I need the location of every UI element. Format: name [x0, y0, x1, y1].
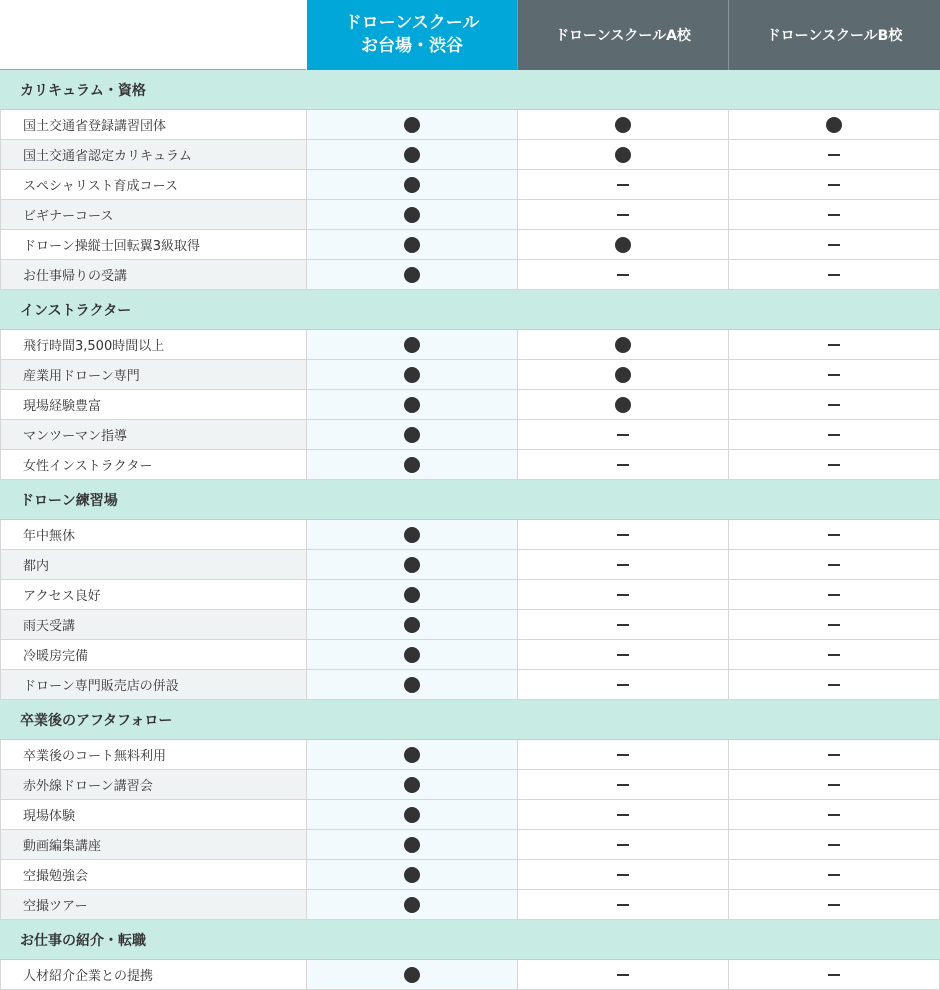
unavailable-dash-icon	[617, 904, 629, 906]
unavailable-dash-icon	[828, 784, 840, 786]
value-cell	[728, 670, 940, 699]
value-cell	[728, 830, 940, 859]
available-dot-icon	[404, 777, 420, 793]
available-dot-icon	[404, 557, 420, 573]
available-dot-icon	[404, 337, 420, 353]
table-row	[0, 360, 940, 390]
unavailable-dash-icon	[828, 214, 840, 216]
unavailable-dash-icon	[828, 464, 840, 466]
unavailable-dash-icon	[617, 214, 629, 216]
unavailable-dash-icon	[828, 974, 840, 976]
unavailable-dash-icon	[617, 684, 629, 686]
table-row	[0, 420, 940, 450]
unavailable-dash-icon	[617, 624, 629, 626]
table-row	[0, 170, 940, 200]
available-dot-icon	[404, 427, 420, 443]
value-cell	[728, 610, 940, 639]
unavailable-dash-icon	[617, 814, 629, 816]
value-cell	[517, 140, 728, 169]
table-row	[0, 960, 940, 990]
unavailable-dash-icon	[828, 814, 840, 816]
table-row	[0, 770, 940, 800]
value-cell	[517, 610, 728, 639]
header-col1-line2: お台場・渋谷	[361, 36, 463, 56]
row-label: 動画編集講座	[0, 830, 306, 859]
value-cell	[306, 960, 517, 989]
value-cell	[306, 520, 517, 549]
value-cell	[517, 830, 728, 859]
section-title: カリキュラム・資格	[0, 70, 940, 110]
available-dot-icon	[404, 397, 420, 413]
value-cell	[728, 170, 940, 199]
available-dot-icon	[404, 867, 420, 883]
section-title: 卒業後のアフタフォロー	[0, 700, 940, 740]
unavailable-dash-icon	[617, 184, 629, 186]
unavailable-dash-icon	[828, 874, 840, 876]
value-cell	[517, 110, 728, 139]
unavailable-dash-icon	[828, 154, 840, 156]
value-cell	[306, 230, 517, 259]
unavailable-dash-icon	[828, 594, 840, 596]
available-dot-icon	[404, 457, 420, 473]
table-row	[0, 520, 940, 550]
available-dot-icon	[826, 117, 842, 133]
row-label: 女性インストラクター	[0, 450, 306, 479]
value-cell	[306, 360, 517, 389]
value-cell	[728, 420, 940, 449]
value-cell	[517, 170, 728, 199]
row-label: アクセス良好	[0, 580, 306, 609]
unavailable-dash-icon	[828, 654, 840, 656]
value-cell	[517, 550, 728, 579]
table-row	[0, 260, 940, 290]
value-cell	[517, 580, 728, 609]
value-cell	[306, 140, 517, 169]
table-row	[0, 330, 940, 360]
header-school-odaiba-shibuya	[306, 0, 517, 70]
available-dot-icon	[615, 147, 631, 163]
value-cell	[517, 420, 728, 449]
table-row	[0, 740, 940, 770]
header-school-b: ドローンスクールB校	[728, 0, 940, 70]
value-cell	[728, 800, 940, 829]
available-dot-icon	[404, 527, 420, 543]
value-cell	[517, 960, 728, 989]
value-cell	[517, 260, 728, 289]
value-cell	[517, 520, 728, 549]
value-cell	[306, 170, 517, 199]
unavailable-dash-icon	[828, 844, 840, 846]
unavailable-dash-icon	[828, 624, 840, 626]
section-title: お仕事の紹介・転職	[0, 920, 940, 960]
available-dot-icon	[615, 237, 631, 253]
unavailable-dash-icon	[617, 274, 629, 276]
value-cell	[728, 230, 940, 259]
row-label: 国土交通省登録講習団体	[0, 110, 306, 139]
value-cell	[728, 110, 940, 139]
table-row	[0, 140, 940, 170]
value-cell	[728, 960, 940, 989]
unavailable-dash-icon	[828, 564, 840, 566]
unavailable-dash-icon	[828, 534, 840, 536]
section-title: ドローン練習場	[0, 480, 940, 520]
unavailable-dash-icon	[617, 754, 629, 756]
available-dot-icon	[615, 337, 631, 353]
value-cell	[306, 610, 517, 639]
value-cell	[306, 770, 517, 799]
unavailable-dash-icon	[828, 904, 840, 906]
unavailable-dash-icon	[617, 464, 629, 466]
value-cell	[306, 860, 517, 889]
value-cell	[517, 670, 728, 699]
available-dot-icon	[404, 367, 420, 383]
value-cell	[517, 390, 728, 419]
value-cell	[306, 740, 517, 769]
row-label: 人材紹介企業との提携	[0, 960, 306, 989]
value-cell	[517, 200, 728, 229]
unavailable-dash-icon	[617, 844, 629, 846]
row-label: 空撮ツアー	[0, 890, 306, 919]
row-label: マンツーマン指導	[0, 420, 306, 449]
row-label: 冷暖房完備	[0, 640, 306, 669]
table-row	[0, 860, 940, 890]
available-dot-icon	[615, 397, 631, 413]
row-label: ドローン専門販売店の併設	[0, 670, 306, 699]
row-label: ドローン操縦士回転翼3級取得	[0, 230, 306, 259]
value-cell	[306, 800, 517, 829]
value-cell	[728, 770, 940, 799]
header-school-a: ドローンスクールA校	[517, 0, 728, 70]
available-dot-icon	[404, 267, 420, 283]
value-cell	[517, 890, 728, 919]
available-dot-icon	[404, 837, 420, 853]
table-header	[0, 0, 940, 70]
unavailable-dash-icon	[828, 404, 840, 406]
value-cell	[517, 740, 728, 769]
table-row	[0, 610, 940, 640]
row-label: 産業用ドローン専門	[0, 360, 306, 389]
table-row	[0, 640, 940, 670]
header-corner	[0, 0, 306, 70]
unavailable-dash-icon	[828, 244, 840, 246]
available-dot-icon	[404, 967, 420, 983]
value-cell	[306, 260, 517, 289]
value-cell	[306, 830, 517, 859]
row-label: スペシャリスト育成コース	[0, 170, 306, 199]
value-cell	[306, 890, 517, 919]
row-label: お仕事帰りの受講	[0, 260, 306, 289]
available-dot-icon	[404, 747, 420, 763]
value-cell	[517, 360, 728, 389]
value-cell	[517, 450, 728, 479]
available-dot-icon	[404, 897, 420, 913]
unavailable-dash-icon	[617, 434, 629, 436]
value-cell	[728, 360, 940, 389]
section-title: インストラクター	[0, 290, 940, 330]
row-label: 国土交通省認定カリキュラム	[0, 140, 306, 169]
value-cell	[306, 420, 517, 449]
value-cell	[306, 110, 517, 139]
available-dot-icon	[404, 677, 420, 693]
row-label: 都内	[0, 550, 306, 579]
value-cell	[306, 200, 517, 229]
value-cell	[517, 860, 728, 889]
unavailable-dash-icon	[828, 754, 840, 756]
row-label: 飛行時間3,500時間以上	[0, 330, 306, 359]
row-label: 雨天受講	[0, 610, 306, 639]
table-row	[0, 200, 940, 230]
table-row	[0, 230, 940, 260]
available-dot-icon	[404, 647, 420, 663]
available-dot-icon	[404, 237, 420, 253]
table-row	[0, 670, 940, 700]
table-row	[0, 890, 940, 920]
unavailable-dash-icon	[617, 534, 629, 536]
value-cell	[728, 330, 940, 359]
value-cell	[728, 860, 940, 889]
available-dot-icon	[404, 147, 420, 163]
table-row	[0, 800, 940, 830]
value-cell	[728, 550, 940, 579]
unavailable-dash-icon	[828, 684, 840, 686]
available-dot-icon	[404, 207, 420, 223]
unavailable-dash-icon	[828, 274, 840, 276]
value-cell	[728, 640, 940, 669]
available-dot-icon	[615, 117, 631, 133]
value-cell	[517, 770, 728, 799]
value-cell	[728, 580, 940, 609]
value-cell	[728, 390, 940, 419]
value-cell	[728, 200, 940, 229]
value-cell	[728, 890, 940, 919]
table-row	[0, 450, 940, 480]
value-cell	[517, 640, 728, 669]
value-cell	[517, 800, 728, 829]
header-col1-line1: ドローンスクール	[344, 13, 480, 33]
value-cell	[306, 550, 517, 579]
unavailable-dash-icon	[828, 184, 840, 186]
table-body	[0, 70, 940, 990]
row-label: 年中無休	[0, 520, 306, 549]
value-cell	[306, 670, 517, 699]
table-row	[0, 550, 940, 580]
unavailable-dash-icon	[828, 374, 840, 376]
row-label: 卒業後のコート無料利用	[0, 740, 306, 769]
unavailable-dash-icon	[828, 344, 840, 346]
value-cell	[728, 450, 940, 479]
value-cell	[306, 640, 517, 669]
unavailable-dash-icon	[617, 654, 629, 656]
value-cell	[728, 260, 940, 289]
value-cell	[306, 330, 517, 359]
value-cell	[517, 330, 728, 359]
row-label: 現場経験豊富	[0, 390, 306, 419]
row-label: 現場体験	[0, 800, 306, 829]
table-row	[0, 110, 940, 140]
row-label: 赤外線ドローン講習会	[0, 770, 306, 799]
unavailable-dash-icon	[617, 594, 629, 596]
table-row	[0, 390, 940, 420]
available-dot-icon	[404, 617, 420, 633]
available-dot-icon	[404, 117, 420, 133]
available-dot-icon	[404, 587, 420, 603]
unavailable-dash-icon	[617, 874, 629, 876]
row-label: 空撮勉強会	[0, 860, 306, 889]
available-dot-icon	[404, 807, 420, 823]
available-dot-icon	[404, 177, 420, 193]
value-cell	[306, 390, 517, 419]
unavailable-dash-icon	[828, 434, 840, 436]
value-cell	[728, 140, 940, 169]
unavailable-dash-icon	[617, 974, 629, 976]
value-cell	[306, 450, 517, 479]
value-cell	[728, 520, 940, 549]
value-cell	[517, 230, 728, 259]
unavailable-dash-icon	[617, 784, 629, 786]
unavailable-dash-icon	[617, 564, 629, 566]
available-dot-icon	[615, 367, 631, 383]
table-row	[0, 830, 940, 860]
table-row	[0, 580, 940, 610]
value-cell	[306, 580, 517, 609]
value-cell	[728, 740, 940, 769]
row-label: ビギナーコース	[0, 200, 306, 229]
